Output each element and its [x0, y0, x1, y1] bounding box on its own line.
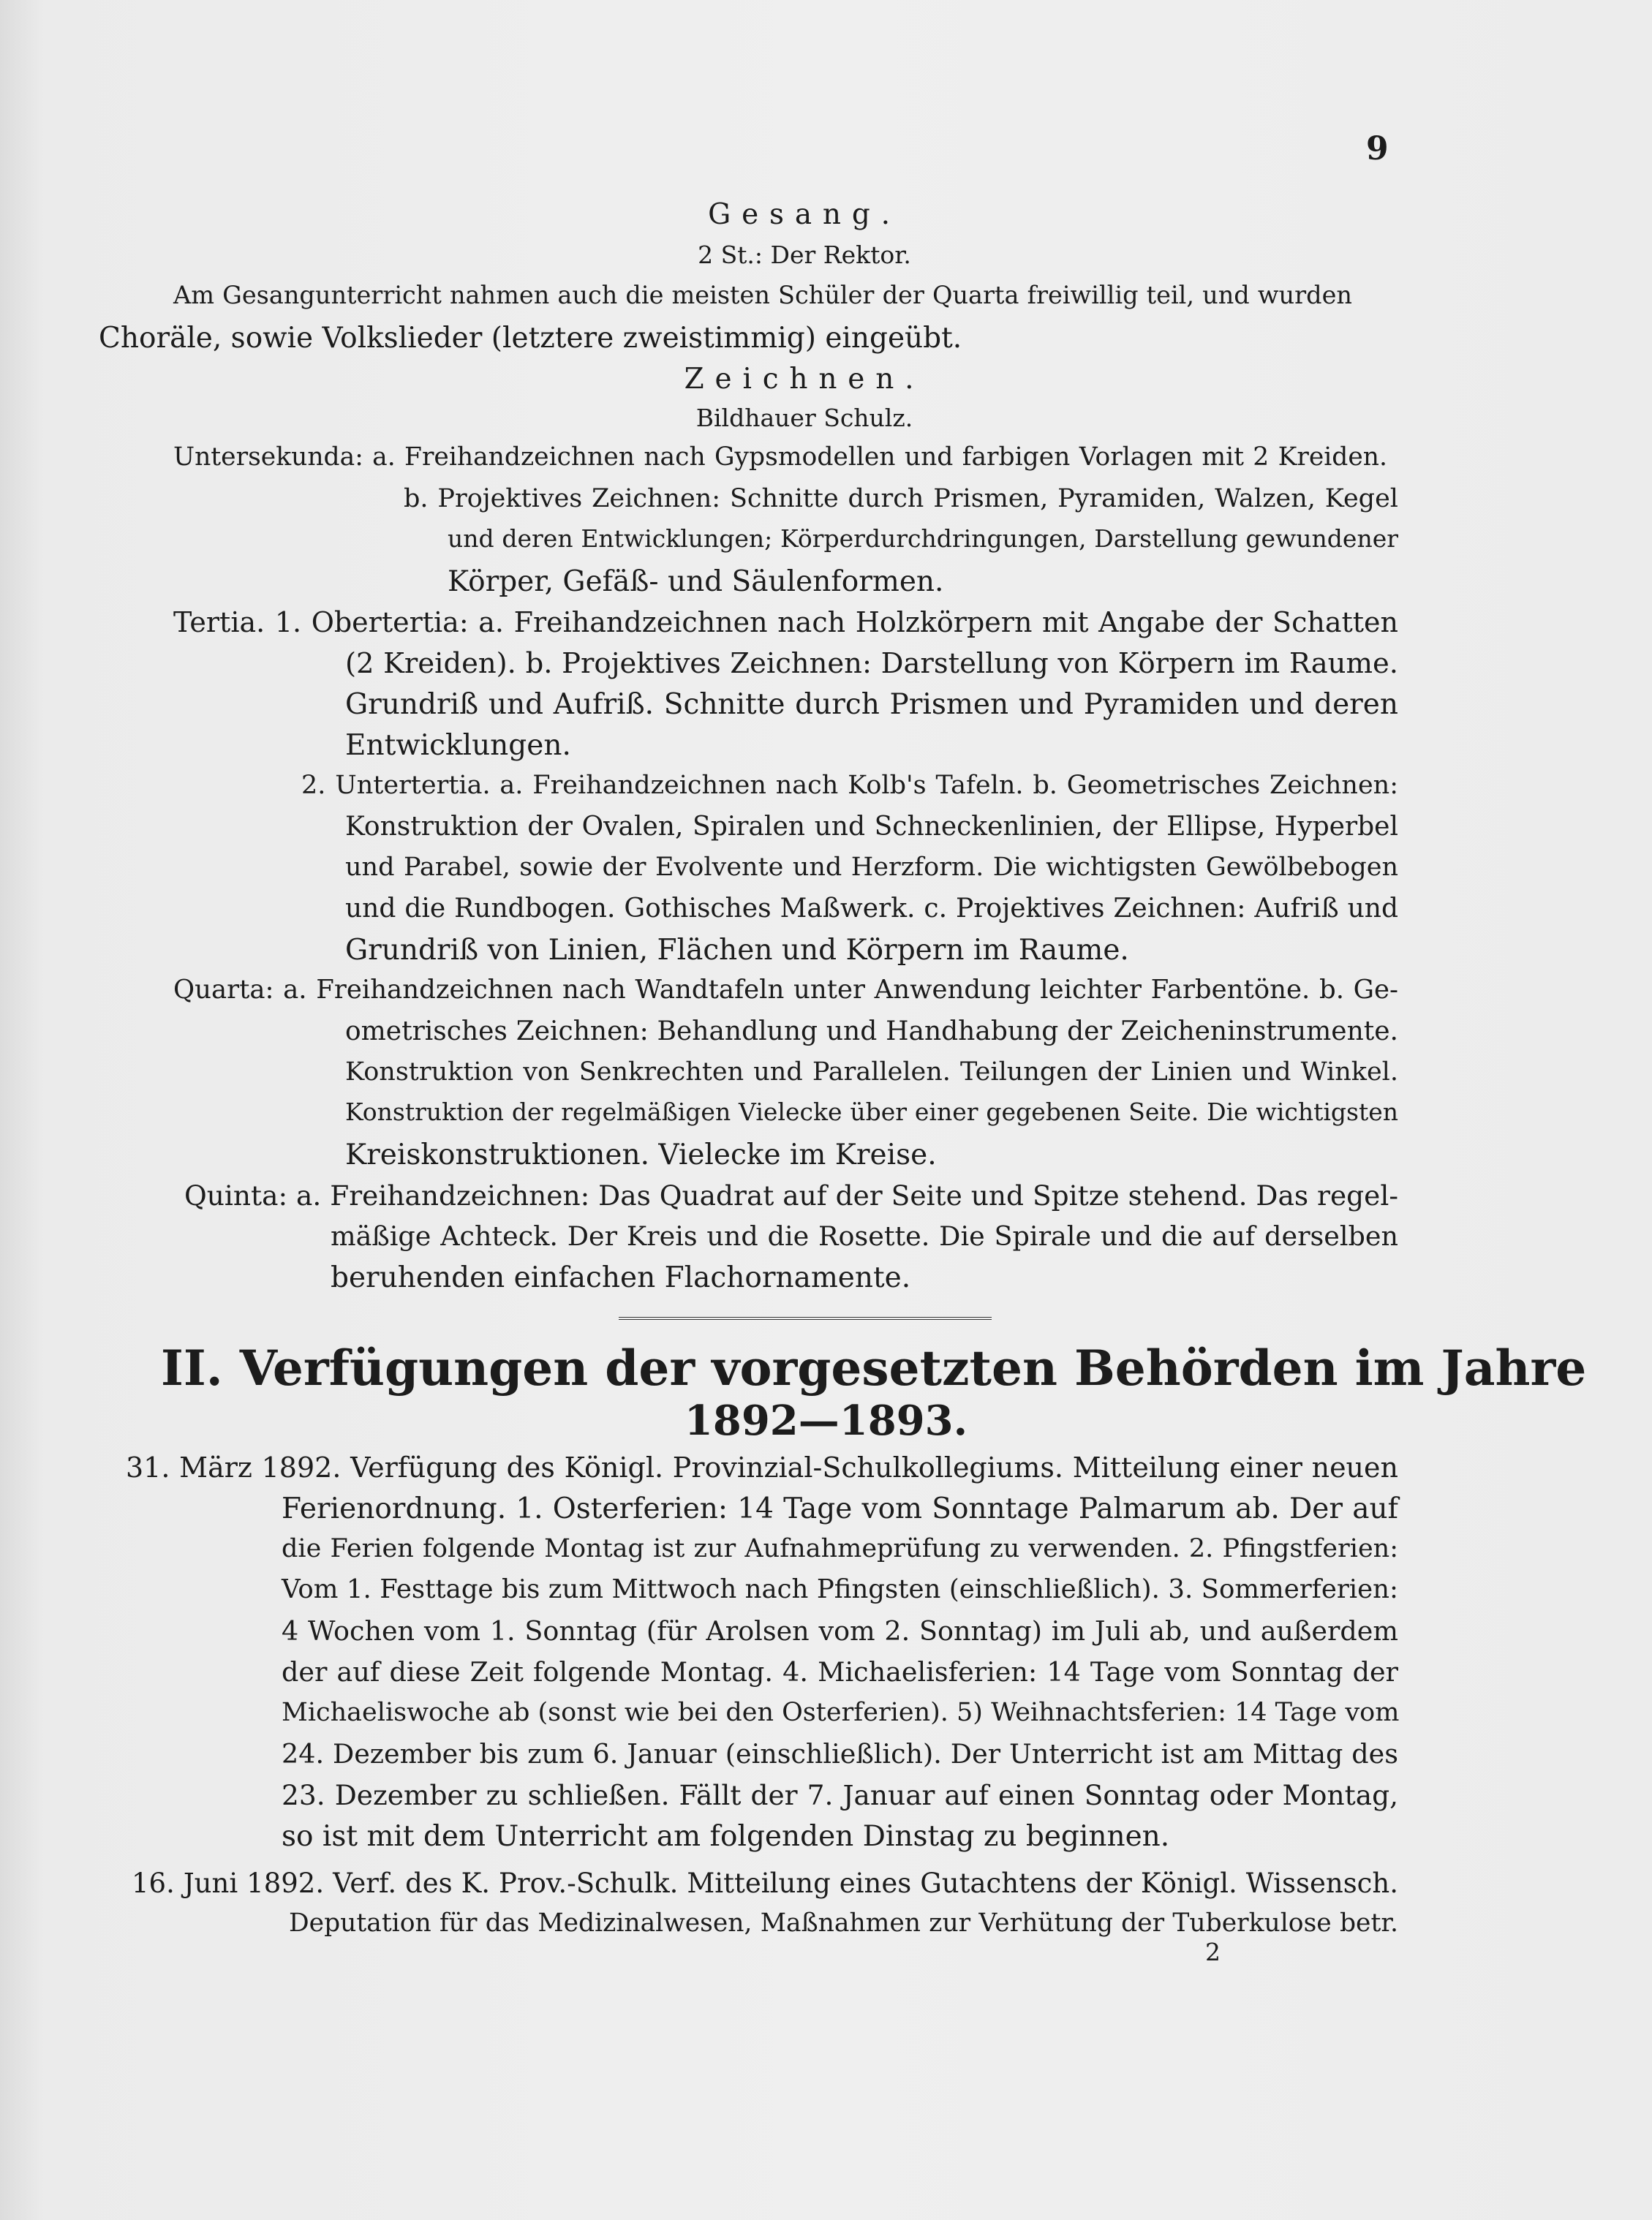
decree-line: 31. März 1892. Verfügung des Königl. Provinzial-Schulkollegiums. Mitteilung einer neuen: [126, 1451, 1398, 1484]
zeichnen-line: Kreiskonstruktionen. Vielecke im Kreise.: [345, 1139, 937, 1171]
decree-line: Michaeliswoche ab (sonst wie bei den Osterferien). 5) Weihnachtsferien: 14 Tage vom: [282, 1698, 1400, 1727]
decree-line: 16. Juni 1892. Verf. des K. Prov.-Schulk. Mitteilung eines Gutachtens der Königl. Wissensch.: [132, 1868, 1398, 1899]
decree-line: Ferienordnung. 1. Osterferien: 14 Tage vom Sonntage Palmarum ab. Der auf: [282, 1492, 1398, 1525]
gesang-line-2: Choräle, sowie Volkslieder (letztere zweistimmig) eingeübt.: [99, 322, 962, 355]
zeichnen-line: und deren Entwicklungen; Körperdurchdringungen, Darstellung gewundener: [448, 524, 1398, 553]
zeichnen-heading: Zeichnen.: [684, 363, 925, 396]
zeichnen-line: und Parabel, sowie der Evolvente und Herzform. Die wichtigsten Gewölbebogen: [345, 853, 1398, 882]
zeichnen-line: Quinta: a. Freihandzeichnen: Das Quadrat auf der Seite und Spitze stehend. Das regel-: [184, 1179, 1398, 1212]
zeichnen-teacher: Bildhauer Schulz.: [695, 404, 913, 432]
decree-line: 24. Dezember bis zum 6. Januar (einschließlich). Der Unterricht ist am Mittag des: [282, 1738, 1398, 1770]
zeichnen-line: Konstruktion der regelmäßigen Vielecke über einer gegebenen Seite. Die wichtigsten: [345, 1098, 1398, 1126]
zeichnen-line: Grundriß von Linien, Flächen und Körpern im Raume.: [345, 934, 1129, 967]
zeichnen-line: Konstruktion der Ovalen, Spiralen und Schneckenlinien, der Ellipse, Hyperbel: [345, 812, 1398, 842]
page-number: 9: [1366, 130, 1389, 167]
decree-line: die Ferien folgende Montag ist zur Aufnahmeprüfung zu verwenden. 2. Pfingstferien:: [282, 1534, 1398, 1563]
zeichnen-line: Tertia. 1. Obertertia: a. Freihandzeichnen nach Holzkörpern mit Angabe der Schatten: [173, 606, 1398, 638]
gesang-line-1: Am Gesangunterricht nahmen auch die meisten Schüler der Quarta freiwillig teil, und wurden: [173, 281, 1352, 309]
zeichnen-line: beruhenden einfachen Flachornamente.: [331, 1261, 911, 1294]
decree-line: 23. Dezember zu schließen. Fällt der 7. Januar auf einen Sonntag oder Montag,: [282, 1779, 1398, 1811]
zeichnen-line: und die Rundbogen. Gothisches Maßwerk. c. Projektives Zeichnen: Aufriß und: [345, 894, 1398, 924]
gesang-heading: Gesang.: [708, 198, 901, 231]
decree-line: Vom 1. Festtage bis zum Mittwoch nach Pfingsten (einschließlich). 3. Sommerferien:: [282, 1574, 1398, 1604]
decree-line: der auf diese Zeit folgende Montag. 4. Michaelisferien: 14 Tage vom Sonntag der: [282, 1656, 1398, 1688]
decree-line: so ist mit dem Unterricht am folgenden Dinstag zu beginnen.: [282, 1820, 1170, 1853]
signature-mark: 2: [1205, 1938, 1221, 1966]
section-divider: [619, 1317, 992, 1320]
section-years: 1892—1893.: [684, 1397, 968, 1445]
zeichnen-line: Körper, Gefäß- und Säulenformen.: [448, 565, 944, 598]
zeichnen-line: 2. Untertertia. a. Freihandzeichnen nach Kolb's Tafeln. b. Geometrisches Zeichnen:: [301, 771, 1398, 800]
decree-line: Deputation für das Medizinalwesen, Maßnahmen zur Verhütung der Tuberkulose betr.: [289, 1908, 1398, 1938]
zeichnen-line: (2 Kreiden). b. Projektives Zeichnen: Darstellung von Körpern im Raume.: [345, 647, 1398, 680]
gesang-teacher: 2 St.: Der Rektor.: [698, 241, 911, 269]
zeichnen-line: Grundriß und Aufriß. Schnitte durch Prismen und Pyramiden und deren: [345, 688, 1398, 721]
zeichnen-line: mäßige Achteck. Der Kreis und die Rosette. Die Spirale und die auf derselben: [331, 1220, 1398, 1252]
section-title: II. Verfügungen der vorgesetzten Behörden im Jahre: [161, 1340, 1587, 1397]
zeichnen-line: Quarta: a. Freihandzeichnen nach Wandtafeln unter Anwendung leichter Farbentöne. b. Ge-: [173, 975, 1398, 1005]
zeichnen-line: Entwicklungen.: [345, 729, 571, 762]
zeichnen-line: Untersekunda: a. Freihandzeichnen nach Gypsmodellen und farbigen Vorlagen mit 2 Kreiden.: [173, 442, 1387, 472]
zeichnen-line: Konstruktion von Senkrechten und Parallelen. Teilungen der Linien und Winkel.: [345, 1057, 1398, 1087]
zeichnen-line: ometrisches Zeichnen: Behandlung und Handhabung der Zeicheninstrumente.: [345, 1016, 1398, 1046]
decree-line: 4 Wochen vom 1. Sonntag (für Arolsen vom 2. Sonntag) im Juli ab, und außerdem: [282, 1615, 1398, 1647]
zeichnen-line: b. Projektives Zeichnen: Schnitte durch Prismen, Pyramiden, Walzen, Kegel: [404, 484, 1398, 513]
